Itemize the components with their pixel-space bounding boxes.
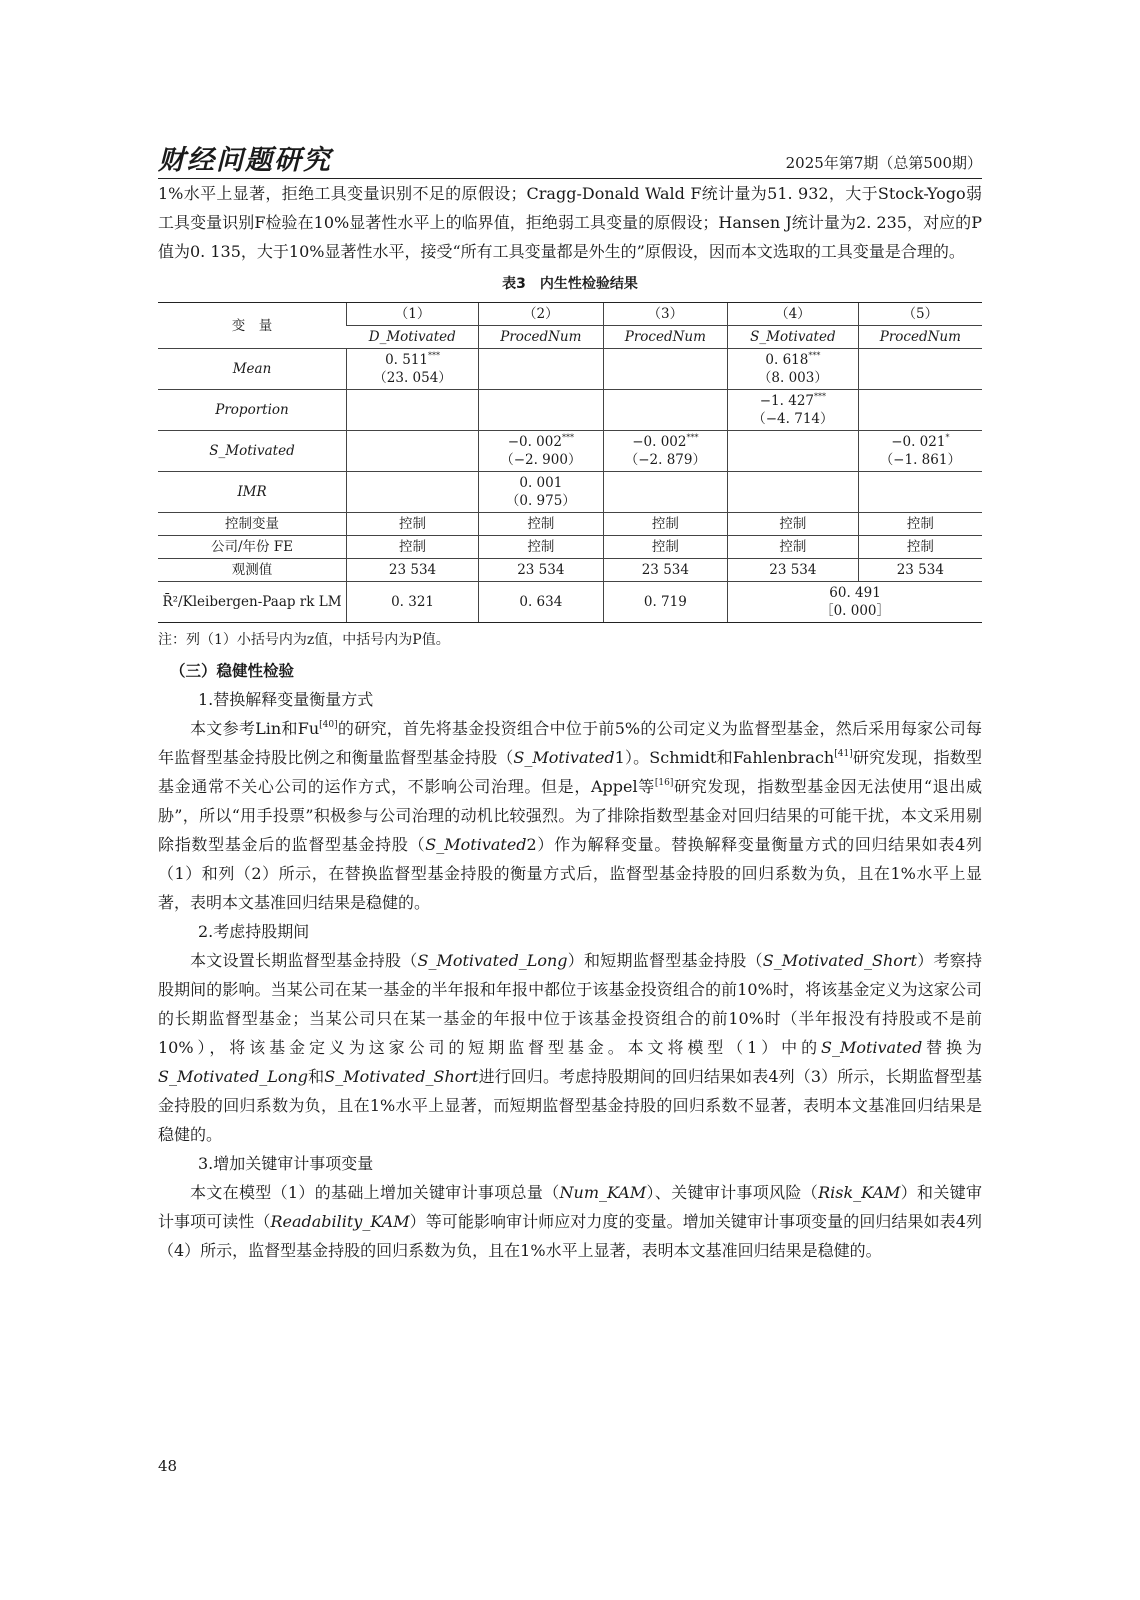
- table-cell: 控制: [479, 536, 604, 559]
- coef-row: [158, 349, 982, 390]
- significance-stars: ***: [686, 433, 699, 442]
- table-cell: 控制: [603, 536, 728, 559]
- table-cell: 23 534: [347, 559, 479, 582]
- endogeneity-table: [158, 302, 982, 623]
- subsection-title-3: 3.增加关键审计事项变量: [198, 1154, 374, 1173]
- coef-row: [158, 390, 982, 431]
- table-cell: 23 534: [858, 559, 982, 582]
- row-label: S_Motivated: [158, 431, 347, 472]
- paragraph-1: 本文参考Lin和Fu[40]的研究，首先将基金投资组合中位于前5%的公司定义为监督型基金，然后采用每家公司每年监督型基金持股比例之和衡量监督型基金持股（S_Motivated1）。Schmidt和Fahlenbrach[41]研究发现，指数型基金通常不关心公司的运作方式，不影响公司治理。但是，Appel等[16]研究发现，指数型基金因无法使用“退出威胁”，所以“用手投票”积极参与公司治理的动机比较强烈。为了排除指数型基金对回归结果的可能干扰，本文采用剔除指数型基金后的监督型基金持股（S_Motivated2）作为解释变量。替换解释变量衡量方式的回归结果如表4列（1）和列（2）所示，在替换监督型基金持股的衡量方式后，监督型基金持股的回归系数为负，且在1%水平上显著，表明本文基准回归结果是稳健的。: [158, 719, 982, 912]
- subsection-title-1: 1.替换解释变量衡量方式: [198, 690, 374, 709]
- journal-title: 财经问题研究: [158, 145, 332, 176]
- row-label: Proportion: [158, 390, 347, 431]
- col-dep: S_Motivated: [728, 326, 859, 349]
- coef-cell: [603, 431, 728, 472]
- table-cell: 控制: [347, 513, 479, 536]
- significance-stars: ***: [561, 433, 574, 442]
- section-title: （三）稳健性检验: [170, 662, 295, 680]
- table-cell: 控制: [347, 536, 479, 559]
- stat-value: （−1. 861）: [879, 452, 961, 468]
- coef-cell: [858, 390, 982, 431]
- stat-value: （−4. 714）: [752, 411, 834, 427]
- intro-paragraph: 1%水平上显著，拒绝工具变量识别不足的原假设；Cragg-Donald Wald F统计量为51. 932，大于Stock-Yogo弱工具变量识别F检验在10%显著性水平上的临界值，拒绝弱工具变量的原假设；Hansen J统计量为2. 235，对应的P值为0. 135，大于10%显著性水平，接受“所有工具变量都是外生的”原假设，因而本文选取的工具变量是合理的。: [158, 184, 982, 261]
- coef-cell: [728, 472, 859, 513]
- coef-value: 0. 001: [519, 475, 563, 491]
- coef-cell: [347, 472, 479, 513]
- stat-value: （0. 975）: [505, 493, 576, 509]
- page-number: 48: [158, 1457, 178, 1475]
- col-num: （3）: [603, 303, 728, 326]
- table-cell: 控制: [728, 536, 859, 559]
- controls-row: [158, 513, 982, 536]
- coef-cell: [479, 472, 604, 513]
- coef-value: −0. 002***: [507, 433, 574, 450]
- coef-cell: [858, 472, 982, 513]
- row-label: 公司/年份 FE: [158, 536, 347, 559]
- coef-value: −0. 002***: [632, 433, 699, 450]
- coef-cell: [603, 349, 728, 390]
- table-cell: 23 534: [603, 559, 728, 582]
- fe-row: [158, 536, 982, 559]
- coef-rows: [158, 349, 982, 513]
- coef-cell: [728, 390, 859, 431]
- coef-cell: [728, 431, 859, 472]
- table-header-row: [158, 303, 982, 326]
- coef-cell: [347, 390, 479, 431]
- coef-cell: [347, 431, 479, 472]
- coef-cell: [479, 349, 604, 390]
- coef-cell: [603, 390, 728, 431]
- significance-stars: ***: [808, 351, 821, 360]
- coef-cell: [479, 390, 604, 431]
- col-dep: D_Motivated: [347, 326, 479, 349]
- coef-cell: [603, 472, 728, 513]
- coef-value: 0. 511***: [385, 351, 441, 368]
- coef-value: 0. 618***: [765, 351, 821, 368]
- stat-value: （8. 003）: [757, 370, 828, 386]
- col-num: （5）: [858, 303, 982, 326]
- row-label: IMR: [158, 472, 347, 513]
- paragraph-3: 本文在模型（1）的基础上增加关键审计事项总量（Num_KAM）、关键审计事项风险（Risk_KAM）和关键审计事项可读性（Readability_KAM）等可能影响审计师应对力度的变量。增加关键审计事项变量的回归结果如表4列（4）所示，监督型基金持股的回归系数为负，且在1%水平上显著，表明本文基准回归结果是稳健的。: [158, 1183, 982, 1260]
- coef-cell: [347, 349, 479, 390]
- significance-stars: *: [945, 433, 950, 442]
- significance-stars: ***: [814, 392, 827, 401]
- row-label: Mean: [158, 349, 347, 390]
- running-header: [158, 140, 982, 179]
- col-num: （1）: [347, 303, 479, 326]
- table-cell: 控制: [858, 513, 982, 536]
- table-cell: 控制: [728, 513, 859, 536]
- var-header: 变 量: [158, 303, 347, 349]
- table-cell: 0. 634: [479, 582, 604, 623]
- table-cell: 0. 719: [603, 582, 728, 623]
- coef-row: [158, 431, 982, 472]
- issue-info: 2025年第7期（总第500期）: [785, 154, 982, 172]
- col-num: （4）: [728, 303, 859, 326]
- stat-value: （23. 054）: [373, 370, 452, 386]
- table-cell: 23 534: [728, 559, 859, 582]
- table-cell: 0. 321: [347, 582, 479, 623]
- row-label: 控制变量: [158, 513, 347, 536]
- significance-stars: ***: [428, 351, 441, 360]
- coef-cell: [858, 431, 982, 472]
- coef-cell: [728, 349, 859, 390]
- col-dep: ProcedNum: [603, 326, 728, 349]
- table-note: 注：列（1）小括号内为z值，中括号内为P值。: [158, 632, 450, 648]
- table-cell: 控制: [603, 513, 728, 536]
- coef-value: −1. 427***: [759, 392, 827, 409]
- stat-value: （−2. 900）: [500, 452, 582, 468]
- r2-row: [158, 582, 982, 623]
- paragraph-2: 本文设置长期监督型基金持股（S_Motivated_Long）和短期监督型基金持股（S_Motivated_Short）考察持股期间的影响。当某公司在某一基金的半年报和年报中都位于该基金投资组合的前10%时，将该基金定义为这家公司的长期监督型基金；当某公司只在某一基金的年报中位于该基金投资组合的前10%时（半年报没有持股或不是前10%），将该基金定义为这家公司的短期监督型基金。本文将模型（1）中的S_Motivated替换为S_Motivated_Long和S_Motivated_Short进行回归。考虑持股期间的回归结果如表4列（3）所示，长期监督型基金持股的回归系数为负，且在1%水平上显著，而短期监督型基金持股的回归系数不显著，表明本文基准回归结果是稳健的。: [158, 951, 982, 1144]
- lm-value: 60. 491: [829, 585, 881, 601]
- col-num: （2）: [479, 303, 604, 326]
- stat-value: （−2. 879）: [624, 452, 706, 468]
- row-label: 观测值: [158, 559, 347, 582]
- col-dep: ProcedNum: [858, 326, 982, 349]
- coef-value: −0. 021*: [891, 433, 950, 450]
- coef-row: [158, 472, 982, 513]
- coef-cell: [479, 431, 604, 472]
- lm-cell: [728, 582, 982, 623]
- table-cell: 控制: [858, 536, 982, 559]
- page-content: [158, 140, 982, 1265]
- lm-p: ［0. 000］: [820, 603, 891, 619]
- col-dep: ProcedNum: [479, 326, 604, 349]
- table-cell: 控制: [479, 513, 604, 536]
- coef-cell: [858, 349, 982, 390]
- row-label: R̄²/Kleibergen-Paap rk LM: [158, 582, 347, 623]
- table-caption: 表3 内生性检验结果: [502, 276, 638, 292]
- table-cell: 23 534: [479, 559, 604, 582]
- subsection-title-2: 2.考虑持股期间: [198, 922, 310, 941]
- obs-row: [158, 559, 982, 582]
